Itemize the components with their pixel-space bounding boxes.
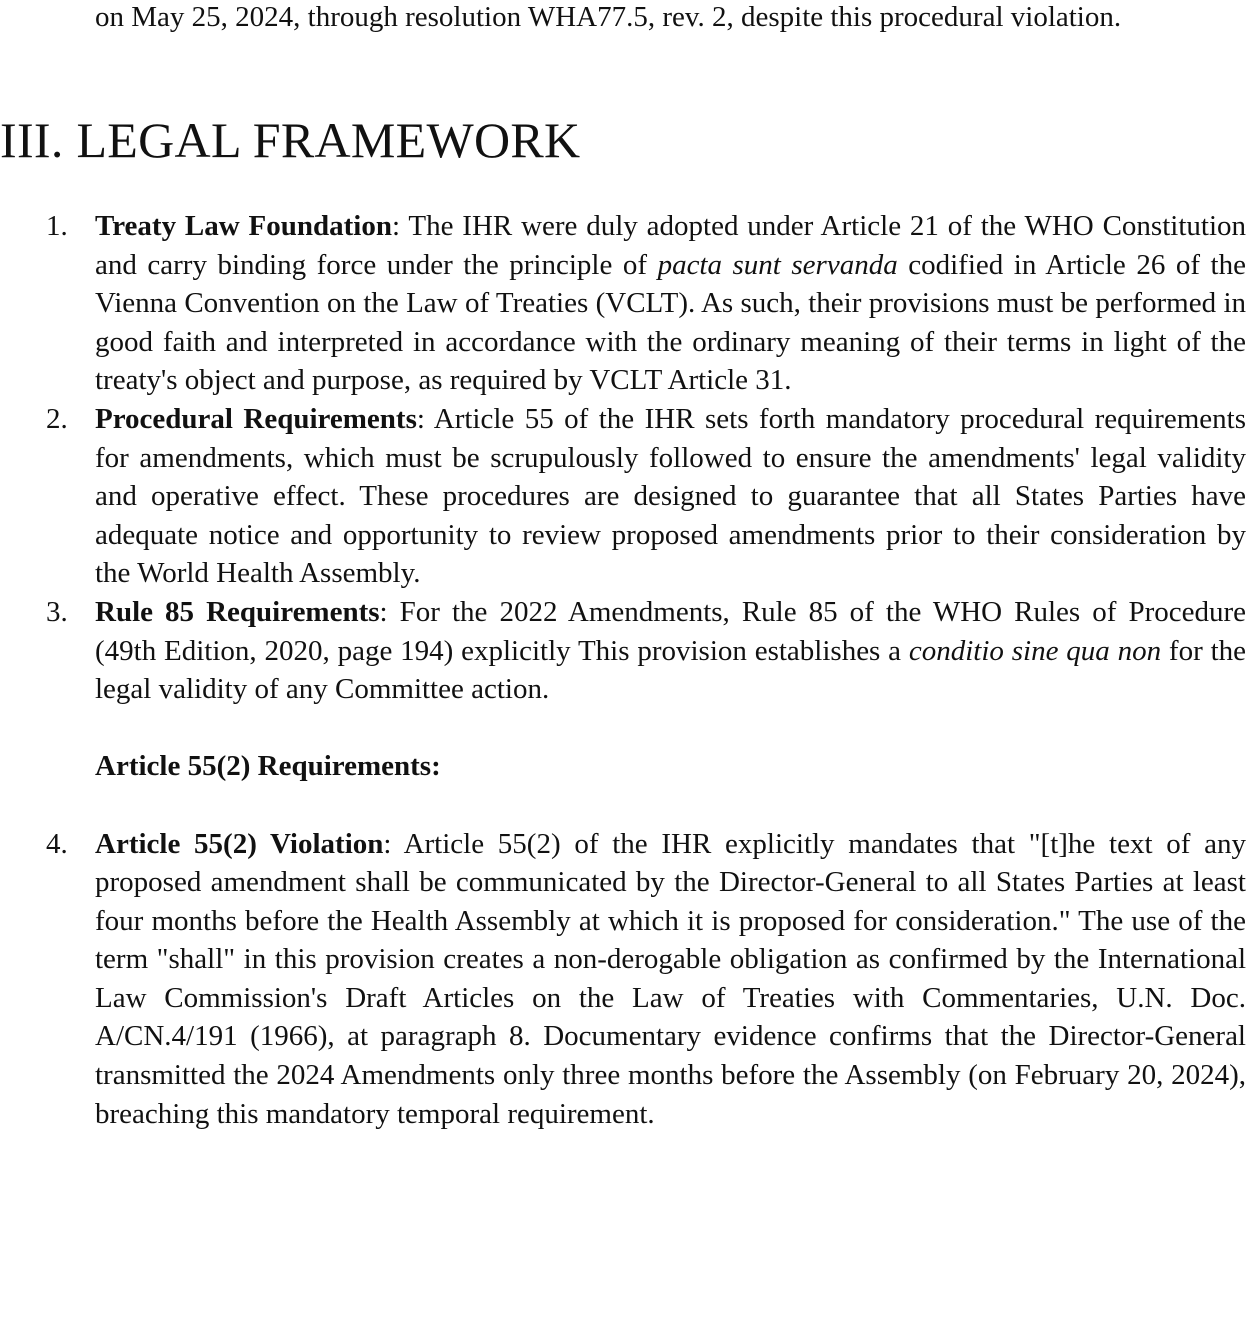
section-heading: III. LEGAL FRAMEWORK [0,112,581,168]
item-text: : Article 55(2) of the IHR explicitly mandates that "[t]he text of any proposed amendment shall be communicated by the Director-General to all States Parties at least four months before the Health Assembly at which it is proposed for consideration." The use of the term "shall" in this provision creates a non-derogable obligation as confirmed by the International Law Commission's Draft Articles on the Law of Treaties with Commentaries, U.N. Doc. A/CN.4/191 (1966), at paragraph 8. Documentary evidence confirms that the Director-General transmitted the 2024 Amendments only three months before the Assembly (on February 20, 2024), breaching this mandatory temporal requirement. [95,827,1246,1130]
item-number: 3. [46,595,68,628]
item-title: Treaty Law Foundation [95,210,392,242]
item-number: 2. [46,402,68,435]
item-text: : Article 55 of the IHR sets forth mandatory procedural requirements for amendments, which must be scrupulously followed to ensure the amendments' legal validity and operative effect. These procedures are designed to guarantee that all States Parties have adequate notice and opportunity to review proposed amendments prior to their consideration by the World Health Assembly. [95,402,1246,590]
item-paragraph [95,207,1246,400]
item-paragraph [95,825,1246,1134]
item-paragraph [95,593,1246,709]
intro-paragraph: on May 25, 2024, through resolution WHA77.5, rev. 2, despite this procedural violation. [95,1,1122,33]
item-text-continued: for the legal validity of any Committee action. [95,634,1246,706]
legal-framework-list [0,207,1246,1133]
item-paragraph [95,400,1246,593]
item-title: Rule 85 Requirements [95,595,380,628]
item-number: 1. [46,210,68,242]
list-item [0,825,1246,1134]
subheading: Article 55(2) Requirements: [95,750,441,783]
list-item [0,207,1246,400]
item-number: 4. [46,827,68,860]
list-item [0,593,1246,786]
item-title: Procedural Requirements [95,402,417,435]
list-item [0,400,1246,593]
item-text: : The IHR were duly adopted under Article 21 of the WHO Constitution and carry binding force under the principle of [95,210,1246,281]
item-emphasis: pacta sunt servanda [657,248,898,281]
item-text: : For the 2022 Amendments, Rule 85 of the WHO Rules of Procedure (49th Edition, 2020, page 194) explicitly This provision establishes a [95,595,1246,667]
item-title: Article 55(2) Violation [95,827,384,860]
item-text-continued: codified in Article 26 of the Vienna Convention on the Law of Treaties (VCLT). As such, their provisions must be performed in good faith and interpreted in accordance with the ordinary meaning of their terms in light of the treaty's object and purpose, as required by VCLT Article 31. [95,248,1246,397]
item-emphasis: conditio sine qua non [908,634,1162,667]
